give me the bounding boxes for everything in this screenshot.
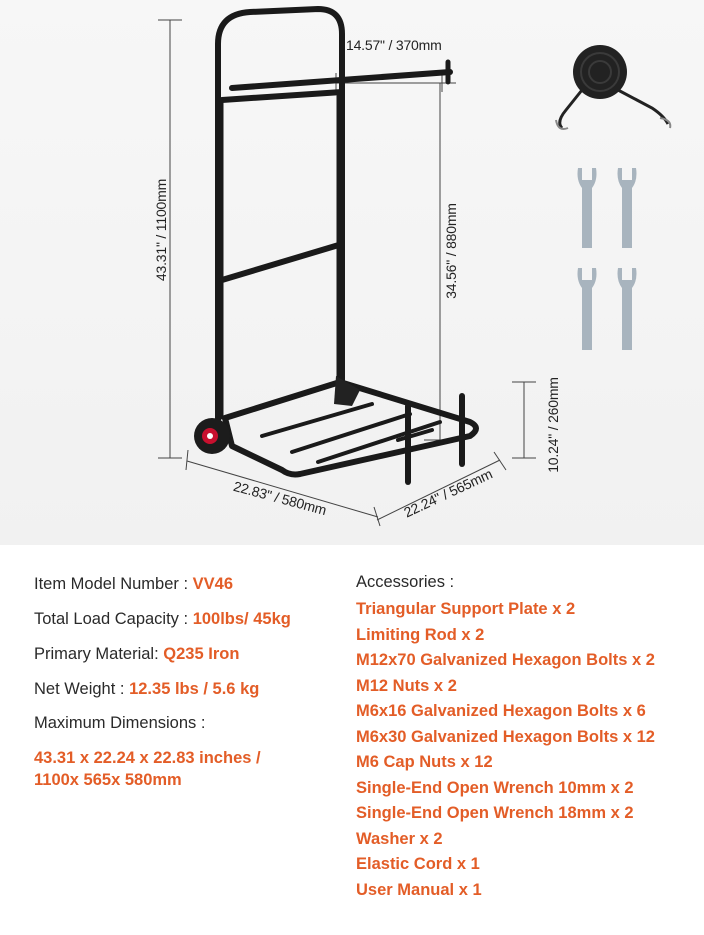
accessory-item: M6x30 Galvanized Hexagon Bolts x 12	[356, 727, 655, 746]
spec-weight-value: 12.35 lbs / 5.6 kg	[129, 680, 260, 698]
spec-material	[34, 645, 239, 664]
accessory-item: M12 Nuts x 2	[356, 676, 457, 695]
dimension-base-height: 10.24" / 260mm	[545, 377, 561, 473]
spec-material-label: Primary Material:	[34, 645, 159, 663]
dimension-base-width: 22.83" / 580mm	[231, 477, 329, 519]
spec-capacity	[34, 610, 291, 629]
accessory-item: Elastic Cord x 1	[356, 855, 480, 873]
accessories-list	[356, 597, 655, 903]
spec-weight	[34, 680, 259, 699]
accessory-item: M12x70 Galvanized Hexagon Bolts x 2	[356, 651, 655, 669]
accessory-item: User Manual x 1	[356, 880, 482, 899]
accessory-item: Triangular Support Plate x 2	[356, 600, 576, 618]
spec-model-label: Item Model Number :	[34, 575, 189, 593]
accessory-item: Washer x 2	[356, 829, 443, 848]
dimension-base-depth: 22.24" / 565mm	[401, 465, 495, 521]
dimension-handle-width: 14.57" / 370mm	[346, 37, 442, 53]
spec-max-dims-line2: 1100x 565x 580mm	[34, 771, 182, 789]
spec-max-dims-line1: 43.31 x 22.24 x 22.83 inches /	[34, 749, 261, 767]
spec-weight-label: Net Weight :	[34, 680, 125, 698]
dimension-upper-height: 34.56" / 880mm	[443, 203, 459, 299]
accessory-item: Single-End Open Wrench 18mm x 2	[356, 804, 634, 822]
accessory-item: M6x16 Galvanized Hexagon Bolts x 6	[356, 702, 646, 720]
dimension-total-height: 43.31" / 1100mm	[153, 178, 169, 282]
accessory-item: Single-End Open Wrench 10mm x 2	[356, 778, 634, 797]
spec-material-value: Q235 Iron	[163, 645, 240, 663]
accessory-item: Limiting Rod x 2	[356, 625, 485, 644]
spec-max-dims-label: Maximum Dimensions :	[34, 714, 206, 732]
spec-capacity-value: 100lbs/ 45kg	[192, 610, 291, 628]
spec-capacity-label: Total Load Capacity :	[34, 610, 189, 628]
spec-model-value: VV46	[192, 575, 234, 593]
accessories-title: Accessories :	[356, 573, 455, 591]
accessory-item: M6 Cap Nuts x 12	[356, 753, 493, 771]
spec-model	[34, 575, 233, 594]
